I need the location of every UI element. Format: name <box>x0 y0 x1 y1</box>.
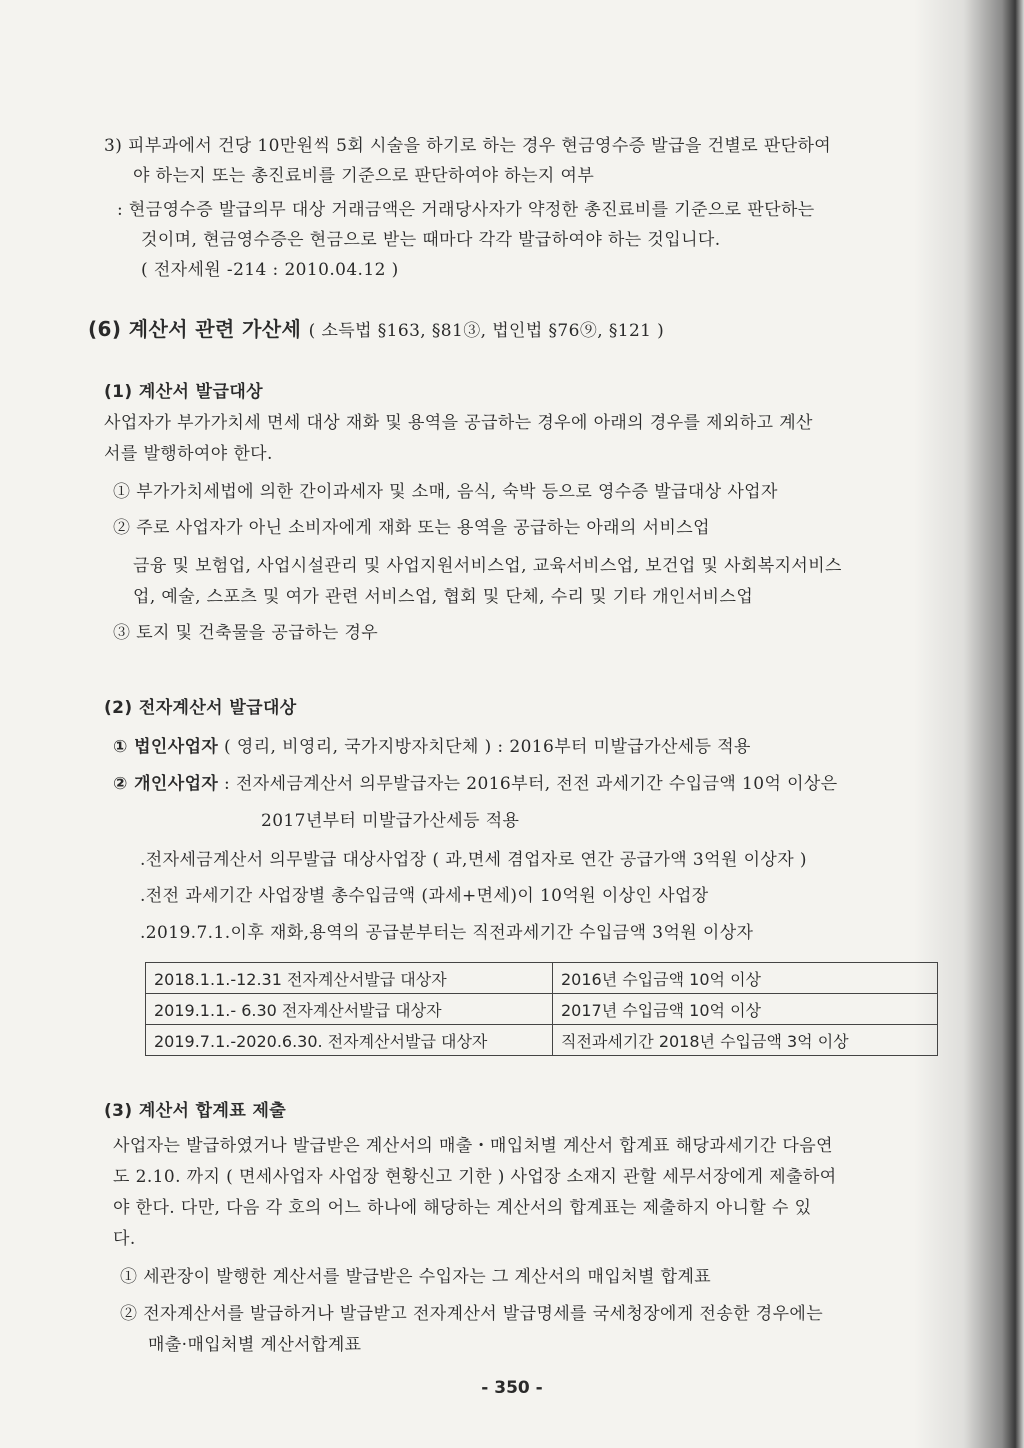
subsection-1-item2: ② 주로 사업자가 아닌 소비자에게 재화 또는 용역을 공급하는 아래의 서비스업 <box>113 518 710 538</box>
subsection-1-item2-detail2: 업, 예술, 스포츠 및 여가 관련 서비스업, 협회 및 단체, 수리 및 기타 개인서비스업 <box>133 587 754 607</box>
q3-line2: 야 하는지 또는 총진료비를 기준으로 판단하여야 하는지 여부 <box>133 166 595 186</box>
table-row <box>146 963 938 994</box>
subsection-3-para4: 다. <box>113 1229 136 1249</box>
subsection-1-para2: 서를 발행하여야 한다. <box>104 444 273 464</box>
subsection-1-heading: (1) 계산서 발급대상 <box>104 382 263 402</box>
section-6-heading <box>88 318 664 342</box>
corporate-business-text: ( 영리, 비영리, 국가지방자치단체 ) : 2016부터 미발급가산세등 적용 <box>224 737 751 757</box>
subsection-3-item2-cont: 매출·매입처별 계산서합계표 <box>148 1335 362 1355</box>
subsection-3-para2: 도 2.10. 까지 ( 면세사업자 사업장 현황신고 기한 ) 사업장 소재지 관할 세무서장에게 제출하여 <box>113 1167 837 1187</box>
subsection-1-item2-detail1: 금융 및 보험업, 사업시설관리 및 사업지원서비스업, 교육서비스업, 보건업 및 사회복지서비스 <box>133 556 842 576</box>
section-6-law-reference: ( 소득법 §163, §81③, 법인법 §76⑨, §121 ) <box>308 321 665 341</box>
table-cell: 2019.1.1.- 6.30 전자계산서발급 대상자 <box>146 994 553 1025</box>
q3-answer2: 것이며, 현금영수증은 현금으로 받는 때마다 각각 발급하여야 하는 것입니다. <box>141 230 721 250</box>
q3-answer1: : 현금영수증 발급의무 대상 거래금액은 거래당사자가 약정한 총진료비를 기준으로 판단하는 <box>117 200 815 220</box>
page-number: - 350 - <box>481 1378 543 1398</box>
individual-business-text: : 전자세금계산서 의무발급자는 2016부터, 전전 과세기간 수입금액 10억 이상은 <box>224 774 838 794</box>
subsection-3-para1: 사업자는 발급하였거나 발급받은 계산서의 매출・매입처별 계산서 합계표 해당과세기간 다음연 <box>113 1136 833 1156</box>
subsection-1-para1: 사업자가 부가가치세 면세 대상 재화 및 용역을 공급하는 경우에 아래의 경우를 제외하고 계산 <box>104 413 813 433</box>
table-cell: 직전과세기간 2018년 수입금액 3억 이상 <box>553 1025 938 1056</box>
individual-business-cont: 2017년부터 미발급가산세등 적용 <box>261 811 520 831</box>
individual-business-label: ② 개인사업자 <box>113 774 219 794</box>
corporate-business-line <box>113 736 751 758</box>
table-cell: 2016년 수입금액 10억 이상 <box>553 963 938 994</box>
e-invoice-detail3: .2019.7.1.이후 재화,용역의 공급분부터는 직전과세기간 수입금액 3억원 이상자 <box>140 923 754 943</box>
subsection-1-item1: ① 부가가치세법에 의한 간이과세자 및 소매, 음식, 숙박 등으로 영수증 발급대상 사업자 <box>113 482 778 502</box>
subsection-3-heading: (3) 계산서 합계표 제출 <box>104 1101 287 1121</box>
q3-line1: 3) 피부과에서 건당 10만원씩 5회 시술을 하기로 하는 경우 현금영수증 발급을 건별로 판단하여 <box>104 136 832 156</box>
subsection-3-item1: ① 세관장이 발행한 계산서를 발급받은 수입자는 그 계산서의 매입처별 합계표 <box>120 1267 712 1287</box>
table-row <box>146 994 938 1025</box>
table-row <box>146 1025 938 1056</box>
table-cell: 2017년 수입금액 10억 이상 <box>553 994 938 1025</box>
table-cell: 2018.1.1.-12.31 전자계산서발급 대상자 <box>146 963 553 994</box>
section-6-title: (6) 계산서 관련 가산세 <box>88 317 302 341</box>
subsection-3-para3: 야 한다. 다만, 다음 각 호의 어느 하나에 해당하는 계산서의 합계표는 제출하지 아니할 수 있 <box>113 1198 812 1218</box>
corporate-business-label: ① 법인사업자 <box>113 737 219 757</box>
subsection-2-heading: (2) 전자계산서 발급대상 <box>104 698 297 718</box>
individual-business-line <box>113 773 838 795</box>
e-invoice-detail1: .전자세금계산서 의무발급 대상사업장 ( 과,면세 겸업자로 연간 공급가액 3억원 이상자 ) <box>140 850 807 870</box>
table-cell: 2019.7.1.-2020.6.30. 전자계산서발급 대상자 <box>146 1025 553 1056</box>
subsection-3-item2: ② 전자계산서를 발급하거나 발급받고 전자계산서 발급명세를 국세청장에게 전송한 경우에는 <box>120 1304 824 1324</box>
subsection-1-item3: ③ 토지 및 건축물을 공급하는 경우 <box>113 623 379 643</box>
e-invoice-schedule-table <box>145 962 938 1056</box>
e-invoice-detail2: .전전 과세기간 사업장별 총수입금액 (과세+면세)이 10억원 이상인 사업장 <box>140 886 709 906</box>
q3-reference: ( 전자세원 -214 : 2010.04.12 ) <box>141 260 399 280</box>
